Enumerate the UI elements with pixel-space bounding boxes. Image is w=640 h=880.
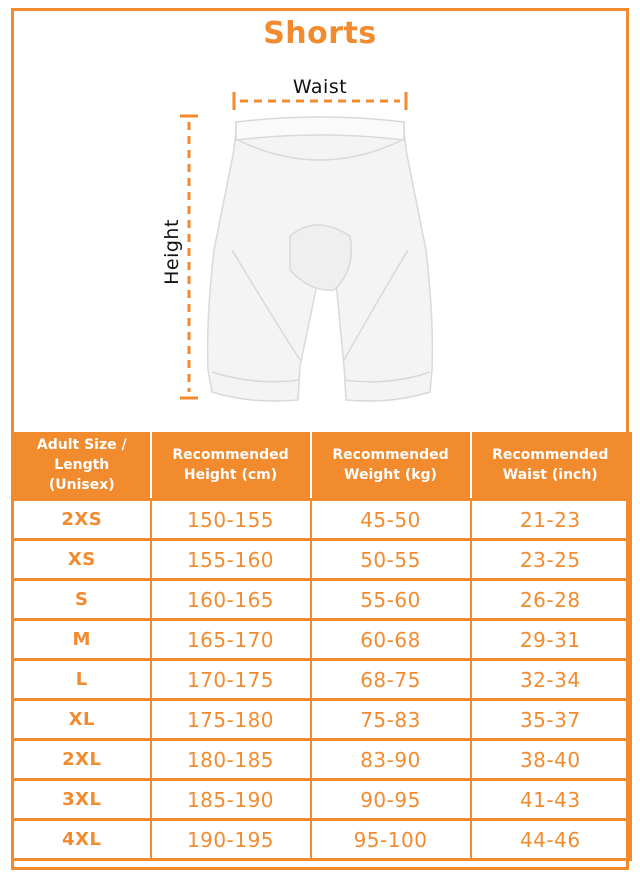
header-waist: Recommended Waist (inch) — [471, 432, 631, 500]
waist-cell: 21-23 — [471, 500, 631, 540]
table-row — [13, 620, 631, 660]
table-row — [13, 580, 631, 620]
size-cell: M — [13, 620, 151, 660]
size-cell: XL — [13, 700, 151, 740]
size-cell: 3XL — [13, 780, 151, 820]
waist-cell: 35-37 — [471, 700, 631, 740]
header-size: Adult Size / Length (Unisex) — [13, 432, 151, 500]
height-cell: 175-180 — [151, 700, 311, 740]
weight-cell: 60-68 — [311, 620, 471, 660]
waist-cell: 29-31 — [471, 620, 631, 660]
weight-cell: 45-50 — [311, 500, 471, 540]
height-label: Height — [161, 219, 183, 285]
table-row — [13, 500, 631, 540]
weight-cell: 50-55 — [311, 540, 471, 580]
table-row — [13, 700, 631, 740]
table-header-row — [13, 432, 631, 500]
waist-cell: 26-28 — [471, 580, 631, 620]
header-height: Recommended Height (cm) — [151, 432, 311, 500]
waist-cell: 44-46 — [471, 820, 631, 860]
table-row — [13, 540, 631, 580]
waist-cell: 23-25 — [471, 540, 631, 580]
height-cell: 185-190 — [151, 780, 311, 820]
table-row — [13, 780, 631, 820]
page-title: Shorts — [263, 16, 377, 51]
size-cell: 4XL — [13, 820, 151, 860]
size-cell: S — [13, 580, 151, 620]
weight-cell: 75-83 — [311, 700, 471, 740]
header-weight: Recommended Weight (kg) — [311, 432, 471, 500]
waist-cell: 41-43 — [471, 780, 631, 820]
table-row — [13, 740, 631, 780]
weight-cell: 95-100 — [311, 820, 471, 860]
size-cell: L — [13, 660, 151, 700]
shorts-garment — [208, 117, 433, 401]
height-cell: 150-155 — [151, 500, 311, 540]
waist-label: Waist — [292, 76, 348, 98]
height-cell: 165-170 — [151, 620, 311, 660]
table-row — [13, 820, 631, 860]
height-cell: 170-175 — [151, 660, 311, 700]
weight-cell: 83-90 — [311, 740, 471, 780]
height-cell: 180-185 — [151, 740, 311, 780]
waist-cell: 38-40 — [471, 740, 631, 780]
height-cell: 190-195 — [151, 820, 311, 860]
weight-cell: 55-60 — [311, 580, 471, 620]
weight-cell: 90-95 — [311, 780, 471, 820]
size-cell: XS — [13, 540, 151, 580]
size-cell: 2XL — [13, 740, 151, 780]
height-cell: 155-160 — [151, 540, 311, 580]
waist-cell: 32-34 — [471, 660, 631, 700]
size-cell: 2XS — [13, 500, 151, 540]
height-cell: 160-165 — [151, 580, 311, 620]
size-table — [11, 432, 632, 861]
shorts-illustration — [0, 0, 640, 430]
table-row — [13, 660, 631, 700]
weight-cell: 68-75 — [311, 660, 471, 700]
